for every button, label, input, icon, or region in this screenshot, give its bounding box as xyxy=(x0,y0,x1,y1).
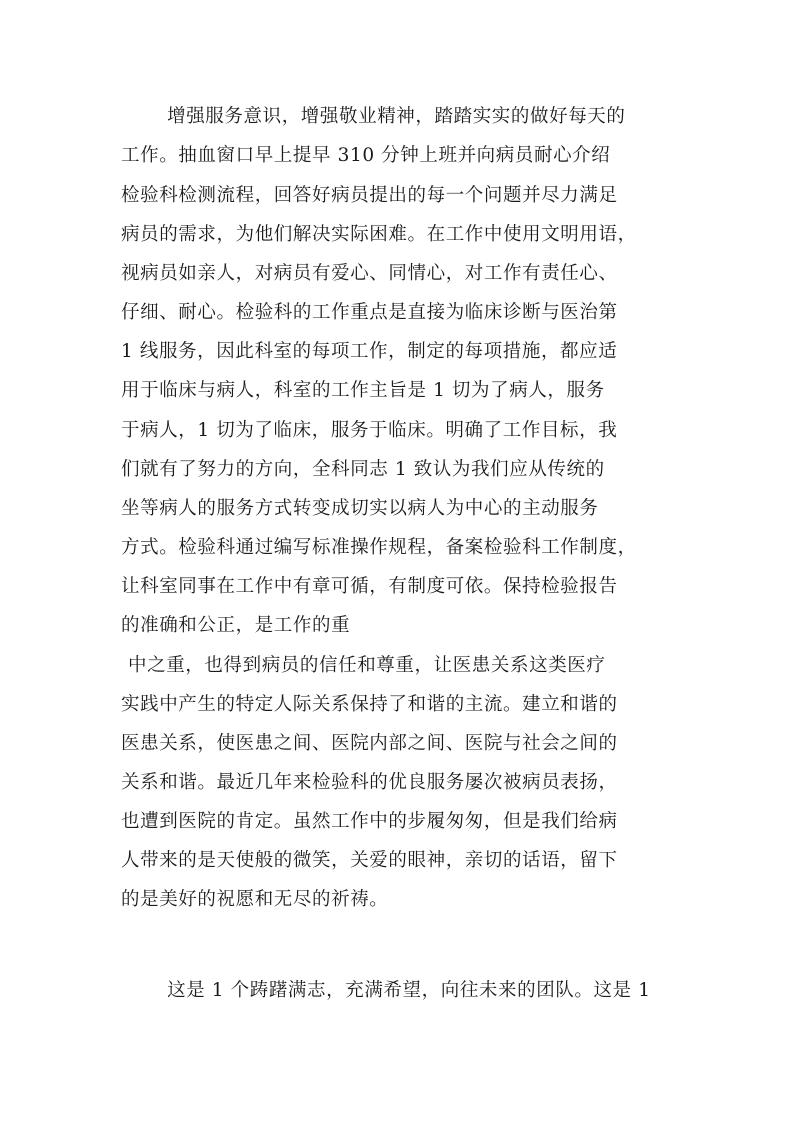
text-line: 们就有了努力的方向，全科同志 1 致认为我们应从传统的 xyxy=(121,459,605,480)
text-line: 让科室同事在工作中有章可循，有制度可依。保持检验报告 xyxy=(121,576,618,597)
text-line: 检验科检测流程，回答好病员提出的每一个问题并尽力满足 xyxy=(121,185,618,206)
text-line: 坐等病人的服务方式转变成切实以病人为中心的主动服务 xyxy=(121,498,599,519)
text-line: 增强服务意识，增强敬业精神，踏踏实实的做好每天的 xyxy=(148,106,626,127)
text-line: 也遭到医院的肯定。虽然工作中的步履匆匆，但是我们给病 xyxy=(121,811,618,832)
text-line: 病员的需求，为他们解决实际困难。在工作中使用文明用语， xyxy=(121,224,637,245)
text-line: 人带来的是天使般的微笑，关爱的眼神，亲切的话语，留下 xyxy=(121,850,618,871)
text-line: 的准确和公正，是工作的重 xyxy=(121,615,351,636)
text-line: 的是美好的祝愿和无尽的祈祷。 xyxy=(121,889,389,910)
text-line: 中之重，也得到病员的信任和尊重，让医患关系这类医疗 xyxy=(128,655,606,676)
text-line: 工作。抽血窗口早上提早 310 分钟上班并向病员耐心介绍 xyxy=(121,145,611,166)
text-line: 用于临床与病人，科室的工作主旨是 1 切为了病人，服务 xyxy=(121,380,605,401)
text-line: 1 线服务，因此科室的每项工作，制定的每项措施，都应适 xyxy=(121,341,618,362)
text-line: 实践中产生的特定人际关系保持了和谐的主流。建立和谐的 xyxy=(121,694,618,715)
text-line: 视病员如亲人，对病员有爱心、同情心，对工作有责任心、 xyxy=(121,263,618,284)
text-line: 医患关系，使医患之间、医院内部之间、医院与社会之间的 xyxy=(121,733,618,754)
text-line: 这是 1 个踌躇满志，充满希望，向往未来的团队。这是 1 xyxy=(148,980,651,1001)
text-line: 方式。检验科通过编写标准操作规程，备案检验科工作制度， xyxy=(121,537,637,558)
text-line: 于病人，1 切为了临床，服务于临床。明确了工作目标，我 xyxy=(121,420,618,441)
text-line: 关系和谐。最近几年来检验科的优良服务屡次被病员表扬， xyxy=(121,772,618,793)
text-line: 仔细、耐心。检验科的工作重点是直接为临床诊断与医治第 xyxy=(121,302,618,323)
